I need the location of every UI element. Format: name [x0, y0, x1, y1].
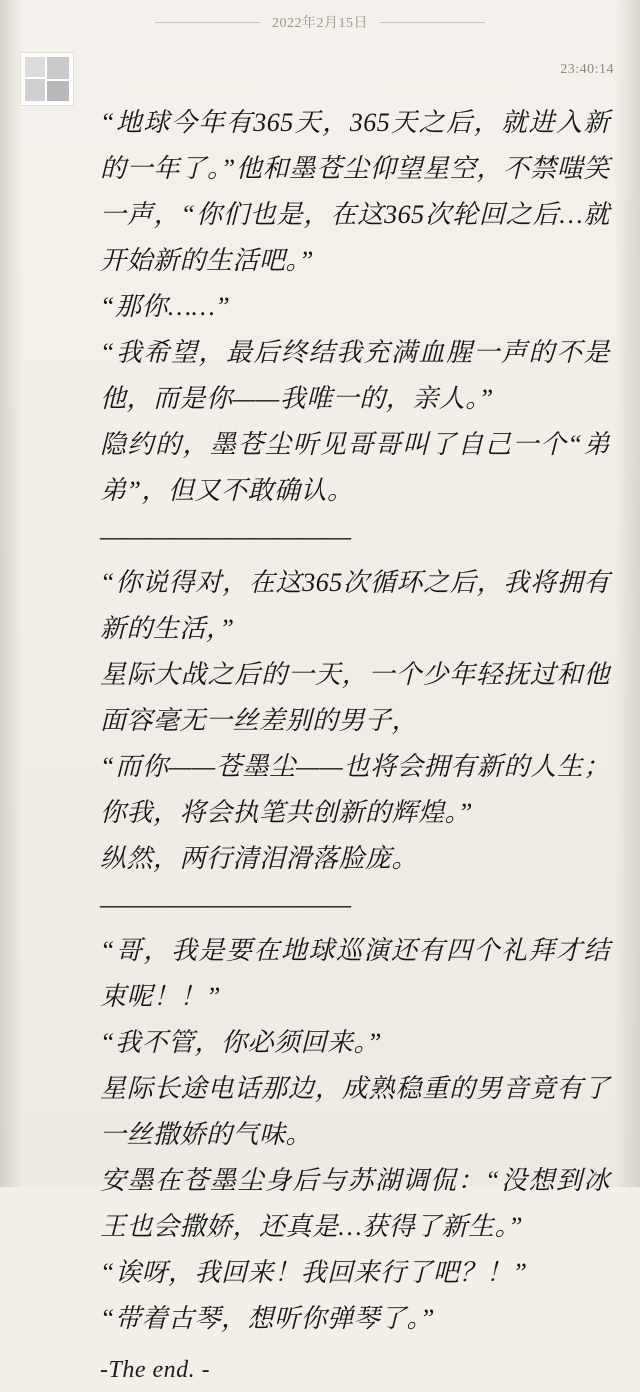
- paragraph: “带着古琴，想听你弹琴了。”: [100, 1304, 435, 1333]
- paragraph: 安墨在苍墨尘身后与苏湖调侃：“没想到冰王也会撒娇，还真是…获得了新生。”: [100, 1166, 610, 1241]
- avatar-square-3: [25, 79, 45, 101]
- avatar-square-2: [47, 57, 69, 79]
- paragraph: “那你……”: [100, 292, 231, 321]
- avatar-square-1: [25, 57, 45, 77]
- message-body: [0, 48, 640, 1392]
- date-rule-right: [380, 22, 485, 23]
- paragraph: “哥，我是要在地球巡演还有四个礼拜才结束呢！！”: [100, 936, 610, 1011]
- paragraph: 星际大战之后的一天，一个少年轻抚过和他面容毫无一丝差别的男子，: [100, 660, 610, 735]
- paragraph: 纵然，两行清泪滑落脸庞。: [100, 844, 419, 873]
- paragraph: “而你——苍墨尘——也将会拥有新的人生；你我，将会执笔共创新的辉煌。”: [100, 752, 610, 827]
- section-divider: ——————————: [100, 890, 350, 919]
- date-rule-left: [155, 22, 260, 23]
- message-timestamp: 23:40:14: [560, 62, 614, 77]
- paragraph: “你说得对，在这365次循环之后，我将拥有新的生活，”: [100, 568, 610, 643]
- avatar[interactable]: [20, 52, 74, 106]
- date-label: 2022年2月15日: [272, 16, 368, 31]
- section-divider: ——————————: [100, 522, 350, 551]
- paragraph: “诶呀，我回来！我回来行了吧？！”: [100, 1258, 528, 1287]
- avatar-square-4: [47, 81, 69, 101]
- paragraph: “地球今年有365天，365天之后，就进入新的一年了。”他和墨苍尘仰望星空，不禁嗤笑一声，“你们也是，在这365次轮回之后…就开始新的生活吧。”: [100, 108, 610, 275]
- paragraph: “我不管，你必须回来。”: [100, 1028, 382, 1057]
- ending-label: -The end. -: [100, 1357, 211, 1383]
- paragraph: “我希望，最后终结我充满血腥一声的不是他，而是你——我唯一的，亲人。”: [100, 338, 610, 413]
- paragraph: 星际长途电话那边，成熟稳重的男音竟有了一丝撒娇的气味。: [100, 1074, 610, 1149]
- date-separator: [0, 0, 640, 44]
- message-row: [0, 44, 640, 77]
- paragraph: 隐约的，墨苍尘听见哥哥叫了自己一个“弟弟”，但又不敢确认。: [100, 430, 610, 505]
